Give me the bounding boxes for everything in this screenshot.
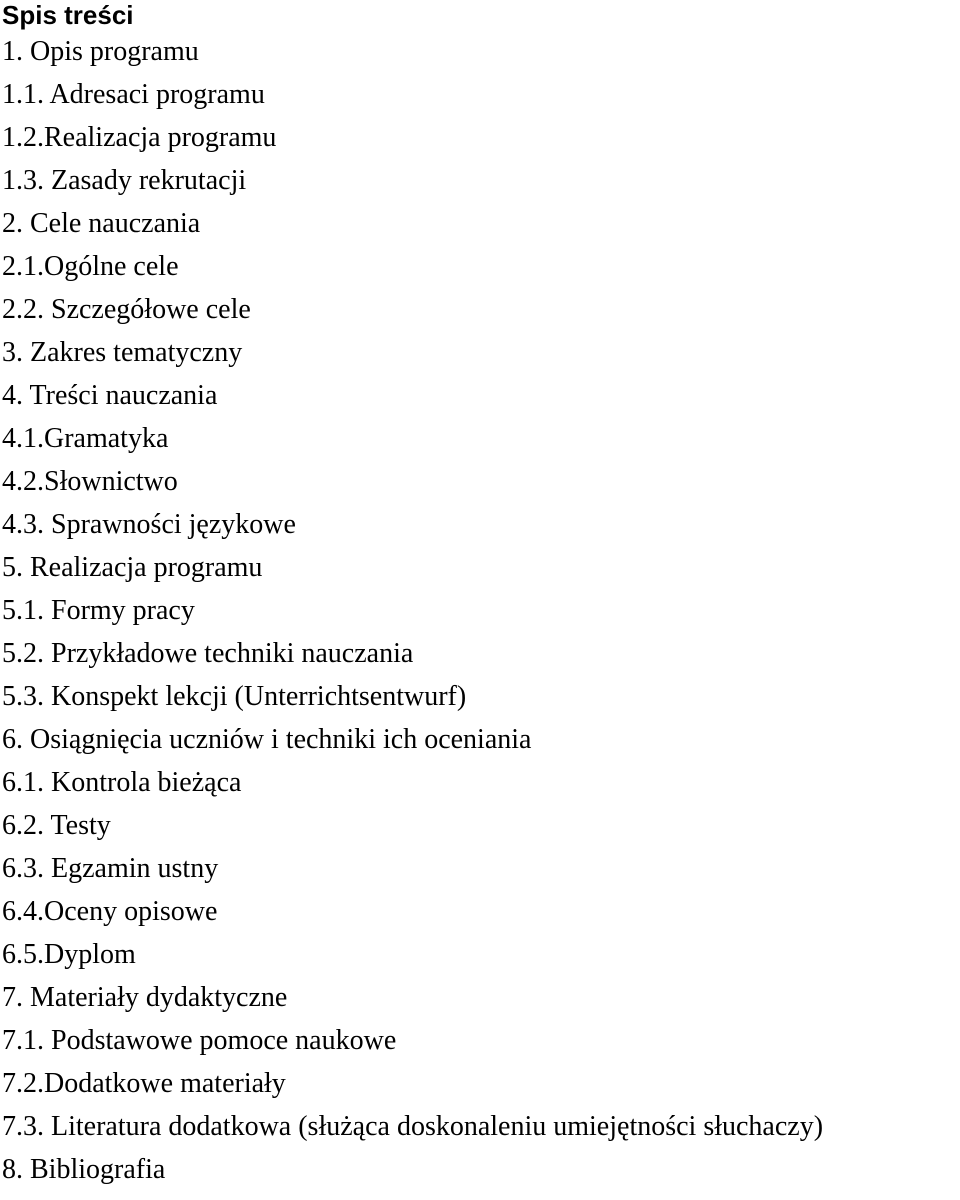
toc-item: 5. Realizacja programu [2, 552, 263, 583]
toc-item: 1.2.Realizacja programu [2, 122, 277, 153]
toc-item: 7.1. Podstawowe pomoce naukowe [2, 1025, 397, 1056]
toc-item: 4. Treści nauczania [2, 380, 218, 411]
toc-item: 6.4.Oceny opisowe [2, 896, 218, 927]
toc-item: 7. Materiały dydaktyczne [2, 982, 288, 1013]
toc-item: 2.2. Szczegółowe cele [2, 294, 251, 325]
toc-list [2, 30, 958, 1191]
toc-item: 5.1. Formy pracy [2, 595, 195, 626]
toc-item: 8. Bibliografia [2, 1154, 166, 1185]
toc-item: 6.5.Dyplom [2, 939, 136, 970]
toc-item: 1. Opis programu [2, 36, 199, 67]
toc-item: 3. Zakres tematyczny [2, 337, 243, 368]
toc-item: 4.1.Gramatyka [2, 423, 169, 454]
toc-item: 5.3. Konspekt lekcji (Unterrichtsentwurf) [2, 681, 467, 712]
toc-item: 2. Cele nauczania [2, 208, 201, 239]
toc-item: 6. Osiągnięcia uczniów i techniki ich oceniania [2, 724, 532, 755]
toc-item: 4.2.Słownictwo [2, 466, 178, 497]
toc-item: 6.1. Kontrola bieżąca [2, 767, 242, 798]
toc-item: 5.2. Przykładowe techniki nauczania [2, 638, 414, 669]
toc-item: 2.1.Ogólne cele [2, 251, 179, 282]
toc-item: 7.2.Dodatkowe materiały [2, 1068, 286, 1099]
table-of-contents [2, 0, 958, 1191]
toc-title: Spis treści [2, 0, 134, 30]
toc-item: 1.1. Adresaci programu [2, 79, 265, 110]
toc-item: 4.3. Sprawności językowe [2, 509, 296, 540]
toc-item: 1.3. Zasady rekrutacji [2, 165, 247, 196]
toc-item: 6.3. Egzamin ustny [2, 853, 219, 884]
toc-item: 6.2. Testy [2, 810, 111, 841]
toc-item: 7.3. Literatura dodatkowa (służąca doskonaleniu umiejętności słuchaczy) [2, 1111, 824, 1142]
